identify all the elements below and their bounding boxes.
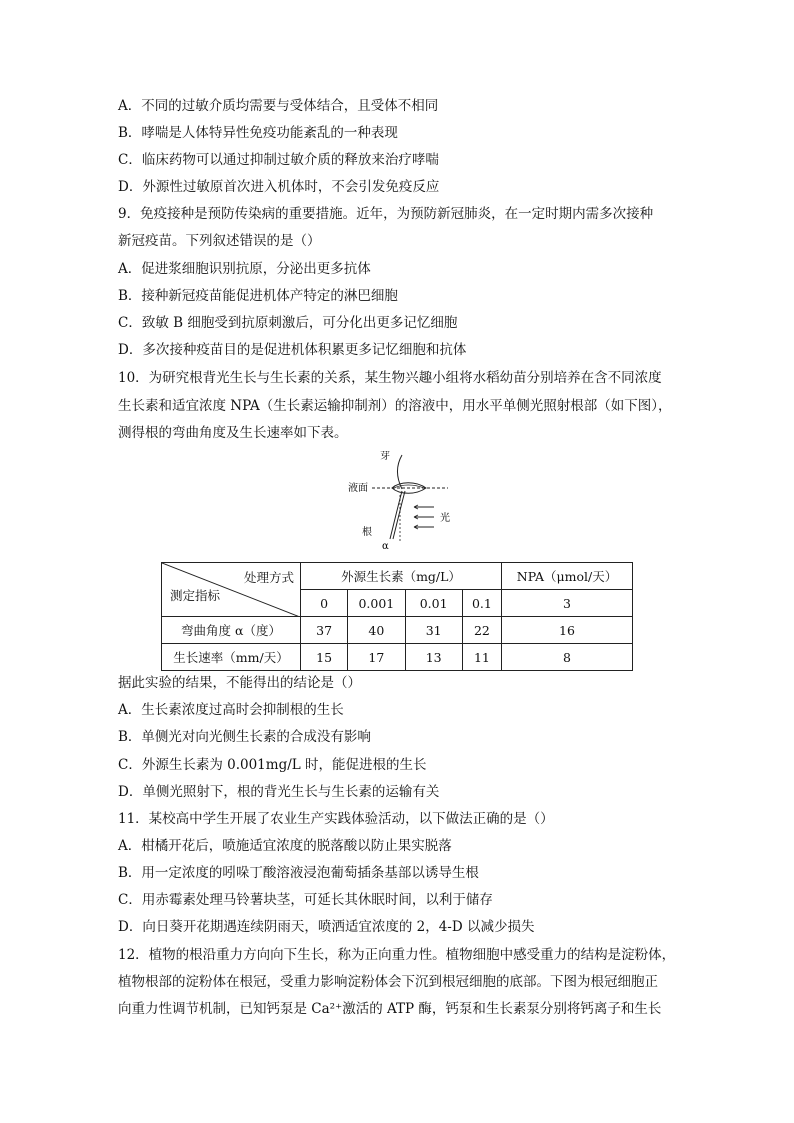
value-cell: 40	[348, 617, 405, 644]
q12-stem-line1: 12．植物的根沿重力方向向下生长，称为正向重力性。植物细胞中感受重力的结构是淀粉体，	[118, 947, 676, 963]
q8-option-b: B．哮喘是人体特异性免疫功能紊乱的一种表现	[118, 125, 398, 141]
conc-cell: 0	[301, 590, 348, 617]
bud-label: 芽	[380, 451, 390, 462]
q9-stem-line1: 9．免疫接种是预防传染病的重要措施。近年，为预防新冠肺炎，在一定时期内需多次接种	[118, 206, 654, 222]
conc-cell: 0.01	[405, 590, 462, 617]
alpha-label: α	[382, 541, 389, 552]
q10-option-a: A．生长素浓度过高时会抑制根的生长	[118, 702, 344, 718]
q8-option-a: A．不同的过敏介质均需要与受体结合，且受体不相同	[118, 98, 439, 114]
npa-conc-cell: 3	[502, 590, 633, 617]
q12-stem-line2: 植物根部的淀粉体在根冠，受重力影响淀粉体会下沉到根冠细胞的底部。下图为根冠细胞正	[118, 974, 658, 990]
npa-value-cell: 16	[502, 617, 633, 644]
results-table	[161, 562, 633, 671]
corner-top-label: 处理方式	[243, 570, 294, 585]
value-cell: 37	[301, 617, 348, 644]
q11-option-a: A．柑橘开花后，喷施适宜浓度的脱落酸以防止果实脱落	[118, 838, 452, 854]
value-cell: 31	[405, 617, 462, 644]
group-header-npa: NPA（μmol/天）	[502, 563, 633, 590]
q11-option-b: B．用一定浓度的吲哚丁酸溶液浸泡葡萄插条基部以诱导生根	[118, 865, 479, 881]
q10-stem-line2: 生长素和适宜浓度 NPA（生长素运输抑制剂）的溶液中，用水平单侧光照射根部（如下图），	[118, 398, 672, 414]
q10-option-d: D．单侧光照射下，根的背光生长与生长素的运输有关	[118, 784, 440, 800]
q10-stem-line1: 10．为研究根背光生长与生长素的关系，某生物兴趣小组将水稻幼苗分别培养在含不同浓度	[118, 370, 662, 386]
corner-bottom-label: 测定指标	[170, 588, 221, 603]
root-label: 根	[362, 527, 372, 538]
table-row	[162, 644, 633, 671]
seedling-light-figure	[330, 451, 480, 561]
q10-question: 据此实验的结果，不能得出的结论是（）	[118, 675, 361, 691]
light-label: 光	[440, 513, 450, 524]
table-row	[162, 617, 633, 644]
row-label: 弯曲角度 α（度）	[162, 617, 301, 644]
npa-value-cell: 8	[502, 644, 633, 671]
surface-label: 液面	[348, 483, 368, 494]
q9-option-b: B．接种新冠疫苗能促进机体产特定的淋巴细胞	[118, 288, 398, 304]
value-cell: 17	[348, 644, 405, 671]
value-cell: 13	[405, 644, 462, 671]
q8-option-d: D．外源性过敏原首次进入机体时，不会引发免疫反应	[118, 179, 440, 195]
q9-stem-line2: 新冠疫苗。下列叙述错误的是（）	[118, 233, 321, 249]
row-label: 生长速率（mm/天）	[162, 644, 301, 671]
q12-stem-line3: 向重力性调节机制，已知钙泵是 Ca²⁺激活的 ATP 酶，钙泵和生长素泵分别将钙离子和生长	[118, 1001, 662, 1017]
conc-cell: 0.1	[462, 590, 501, 617]
q10-option-b: B．单侧光对向光侧生长素的合成没有影响	[118, 729, 371, 745]
q9-option-c: C．致敏 B 细胞受到抗原刺激后，可分化出更多记忆细胞	[118, 315, 458, 331]
value-cell: 15	[301, 644, 348, 671]
conc-cell: 0.001	[348, 590, 405, 617]
q11-stem: 11．某校高中学生开展了农业生产实践体验活动，以下做法正确的是（）	[118, 811, 554, 827]
q11-option-c: C．用赤霉素处理马铃薯块茎，可延长其休眠时间，以利于储存	[118, 892, 493, 908]
q8-option-c: C．临床药物可以通过抑制过敏介质的释放来治疗哮喘	[118, 152, 439, 168]
q9-option-d: D．多次接种疫苗目的是促进机体积累更多记忆细胞和抗体	[118, 342, 467, 358]
group-header-auxin: 外源生长素（mg/L）	[301, 563, 502, 590]
table-corner-cell	[162, 563, 301, 617]
q10-option-c: C．外源生长素为 0.001mg/L 时，能促进根的生长	[118, 757, 427, 773]
q10-stem-line3: 测得根的弯曲角度及生长速率如下表。	[118, 425, 348, 441]
value-cell: 11	[462, 644, 501, 671]
value-cell: 22	[462, 617, 501, 644]
q9-option-a: A．促进浆细胞识别抗原，分泌出更多抗体	[118, 261, 371, 277]
q11-option-d: D．向日葵开花期遇连续阴雨天，喷洒适宜浓度的 2，4-D 以减少损失	[118, 919, 535, 935]
